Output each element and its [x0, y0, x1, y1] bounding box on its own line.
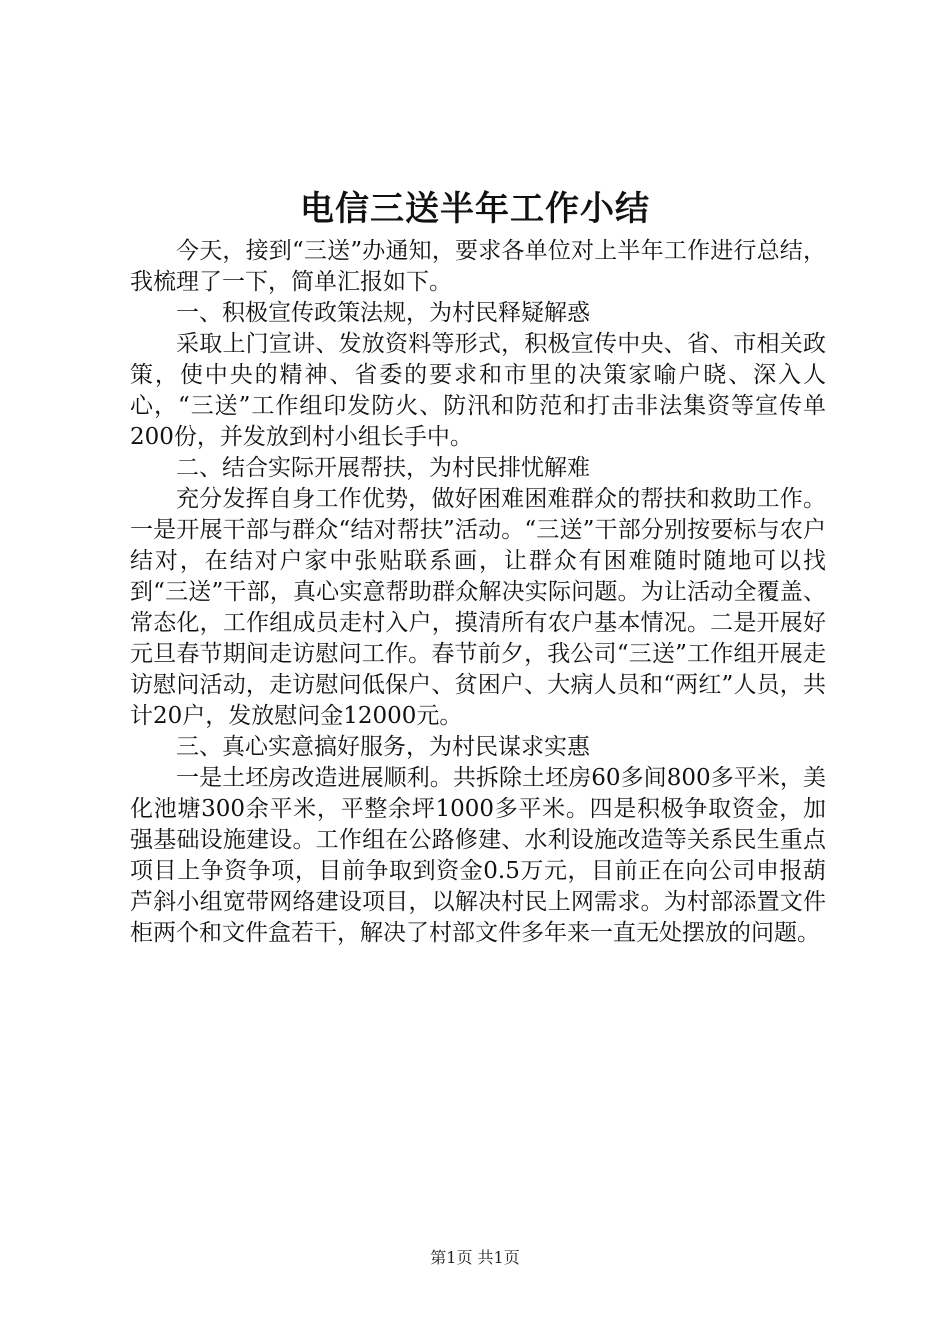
section-heading-1: 一、积极宣传政策法规，为村民释疑解惑: [176, 300, 590, 326]
intro-paragraph: 今天，接到“三送”办通知，要求各单位对上半年工作进行总结，我梳理了一下，简单汇报如下。: [130, 238, 826, 295]
page-footer: 第1页 共1页: [430, 1248, 520, 1267]
section-paragraph-3: 一是土坯房改造进展顺利。共拆除土坯房60多间800多平米，美化池塘300余平米，平整余坪1000多平米。四是积极争取资金，加强基础设施建设。工作组在公路修建、水利设施改造等关系民生重点项目上争资争项，目前争取到资金0.5万元，目前正在向公司申报葫芦斜小组宽带网络建设项目，以解决村民上网需求。为村部添置文件柜两个和文件盒若干，解决了村部文件多年来一直无处摆放的问题。: [130, 765, 826, 946]
section-paragraph-1: 采取上门宣讲、发放资料等形式，积极宣传中央、省、市相关政策，使中央的精神、省委的要求和市里的决策家喻户晓、深入人心，“三送”工作组印发防火、防汛和防范和打击非法集资等宣传单200份，并发放到村小组长手中。: [130, 331, 826, 450]
document-body: [130, 236, 826, 949]
document-title: 电信三送半年工作小结: [300, 189, 650, 229]
section-paragraph-2: 充分发挥自身工作优势，做好困难困难群众的帮扶和救助工作。一是开展干部与群众“结对帮扶”活动。“三送”干部分别按要标与农户结对，在结对户家中张贴联系画，让群众有困难随时随地可以找到“三送”干部，真心实意帮助群众解决实际问题。为让活动全覆盖、常态化，工作组成员走村入户，摸清所有农户基本情况。二是开展好元旦春节期间走访慰问工作。春节前夕，我公司“三送”工作组开展走访慰问活动，走访慰问低保户、贫困户、大病人员和“两红”人员，共计20户，发放慰问金12000元。: [130, 486, 826, 729]
section-heading-2: 二、结合实际开展帮扶，为村民排忧解难: [176, 455, 590, 481]
section-heading-3: 三、真心实意搞好服务，为村民谋求实惠: [176, 734, 590, 760]
